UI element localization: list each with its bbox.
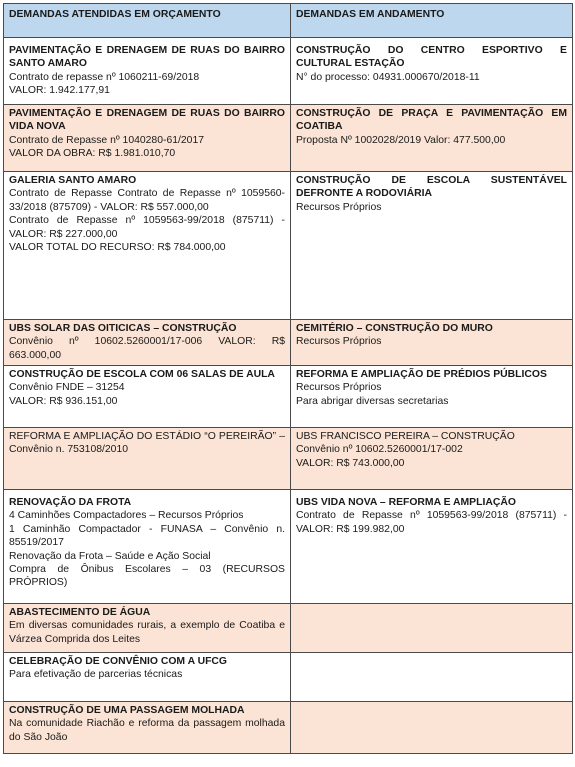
table-row: [4, 490, 573, 604]
item-line: Contrato de Repasse nº 1040280-61/2017: [9, 134, 205, 146]
item-title: CONSTRUÇÃO DE PRAÇA E PAVIMENTAÇÃO EM COATIBA: [296, 108, 567, 133]
item-title: CONSTRUÇÃO DE ESCOLA COM 06 SALAS DE AULA: [9, 369, 275, 380]
item-line: Convênio nº 10602.5260001/17-006 VALOR: R$ 663.000,00: [9, 336, 285, 361]
item-line: Convênio nº 10602.5260001/17-002: [296, 444, 463, 456]
item-line: Proposta Nº 1002028/2019 Valor: 477.500,00: [296, 134, 506, 146]
item-line: 4 Caminhões Compactadores – Recursos Próprios: [9, 510, 244, 522]
item-title: UBS VIDA NOVA – REFORMA E AMPLIAÇÃO: [296, 497, 516, 508]
cell-attended: [4, 604, 291, 653]
item-title: REFORMA E AMPLIAÇÃO DE PRÉDIOS PÚBLICOS: [296, 369, 547, 380]
cell-attended: [4, 653, 291, 702]
cell-attended: [4, 490, 291, 604]
item-title: ABASTECIMENTO DE ÁGUA: [9, 607, 151, 618]
cell-in-progress: [291, 105, 573, 172]
item-title: CONSTRUÇÃO DE UMA PASSAGEM MOLHADA: [9, 705, 245, 716]
cell-in-progress: [291, 702, 573, 754]
demands-table: [3, 3, 573, 754]
table-row: [4, 105, 573, 172]
cell-in-progress: [291, 604, 573, 653]
item-line: Na comunidade Riachão e reforma da passagem molhada do São João: [9, 718, 285, 743]
item-line: Renovação da Frota – Saúde e Ação Social: [9, 550, 211, 562]
table-row: [4, 320, 573, 366]
item-title: CONSTRUÇÃO DE ESCOLA SUSTENTÁVEL DEFRONTE A RODOVIÁRIA: [296, 175, 567, 200]
item-title: CELEBRAÇÃO DE CONVÊNIO COM A UFCG: [9, 656, 228, 667]
cell-in-progress: [291, 320, 573, 366]
table-row: [4, 38, 573, 105]
cell-attended: [4, 172, 291, 320]
table-row: [4, 604, 573, 653]
cell-in-progress: [291, 490, 573, 604]
item-line: Em diversas comunidades rurais, a exemplo de Coatiba e Várzea Comprida dos Leites: [9, 620, 285, 645]
item-line: Para efetivação de parcerias técnicas: [9, 669, 183, 681]
item-title: CONSTRUÇÃO DO CENTRO ESPORTIVO E CULTURAL ESTAÇÃO: [296, 45, 567, 70]
item-line: VALOR DA OBRA: R$ 1.981.010,70: [9, 148, 176, 160]
cell-attended: [4, 105, 291, 172]
item-line: Contrato de Repasse nº 1059563-99/2018 (875711) - VALOR: R$ 199.982,00: [296, 510, 567, 535]
table-row: [4, 702, 573, 754]
cell-in-progress: [291, 38, 573, 105]
item-line: UBS FRANCISCO PEREIRA – CONSTRUÇÃO: [296, 431, 515, 442]
cell-attended: [4, 428, 291, 490]
header-row: [4, 4, 573, 38]
item-title: PAVIMENTAÇÃO E DRENAGEM DE RUAS DO BAIRRO SANTO AMARO: [9, 45, 285, 70]
cell-attended: [4, 702, 291, 754]
item-title: RENOVAÇÃO DA FROTA: [9, 497, 132, 508]
item-line: Contrato de repasse nº 1060211-69/2018: [9, 71, 200, 83]
item-line: Contrato de Repasse Contrato de Repasse nº 1059560-33/2018 (875709) - VALOR: R$ 557.000,00: [9, 188, 285, 213]
item-title: PAVIMENTAÇÃO E DRENAGEM DE RUAS DO BAIRRO VIDA NOVA: [9, 108, 285, 133]
table-row: [4, 366, 573, 428]
item-line: Recursos Próprios: [296, 201, 382, 213]
cell-attended: [4, 38, 291, 105]
cell-attended: [4, 366, 291, 428]
item-title: GALERIA SANTO AMARO: [9, 175, 137, 186]
item-line: VALOR TOTAL DO RECURSO: R$ 784.000,00: [9, 242, 226, 254]
item-line: 1 Caminhão Compactador - FUNASA – Convênio n. 85519/2017: [9, 523, 285, 549]
item-line: N° do processo: 04931.000670/2018-11: [296, 71, 480, 83]
cell-attended: [4, 320, 291, 366]
cell-in-progress: [291, 366, 573, 428]
item-line: VALOR: R$ 936.151,00: [9, 395, 118, 407]
item-line: Compra de Ônibus Escolares – 03 (RECURSOS PRÓPRIOS): [9, 564, 285, 589]
cell-in-progress: [291, 172, 573, 320]
table-row: [4, 653, 573, 702]
cell-in-progress: [291, 428, 573, 490]
table-row: [4, 428, 573, 490]
item-line: REFORMA E AMPLIAÇÃO DO ESTÁDIO “O PEREIRÃO” – Convênio n. 753108/2010: [9, 431, 285, 456]
item-line: Contrato de Repasse nº 1059563-99/2018 (875711) - VALOR: R$ 227.000,00: [9, 215, 285, 240]
item-title: UBS SOLAR DAS OITICICAS – CONSTRUÇÃO: [9, 323, 237, 334]
item-line: Recursos Próprios: [296, 382, 382, 394]
item-line: Recursos Próprios: [296, 336, 382, 348]
item-title: CEMITÉRIO – CONSTRUÇÃO DO MURO: [296, 323, 493, 334]
item-line: VALOR: 1.942.177,91: [9, 85, 110, 97]
item-line: VALOR: R$ 743.000,00: [296, 457, 405, 469]
cell-in-progress: [291, 653, 573, 702]
table-row: [4, 172, 573, 320]
header-attended: DEMANDAS ATENDIDAS EM ORÇAMENTO: [4, 4, 291, 38]
item-line: Para abrigar diversas secretarias: [296, 395, 449, 407]
header-in-progress: DEMANDAS EM ANDAMENTO: [291, 4, 573, 38]
item-line: Convênio FNDE – 31254: [9, 382, 125, 394]
